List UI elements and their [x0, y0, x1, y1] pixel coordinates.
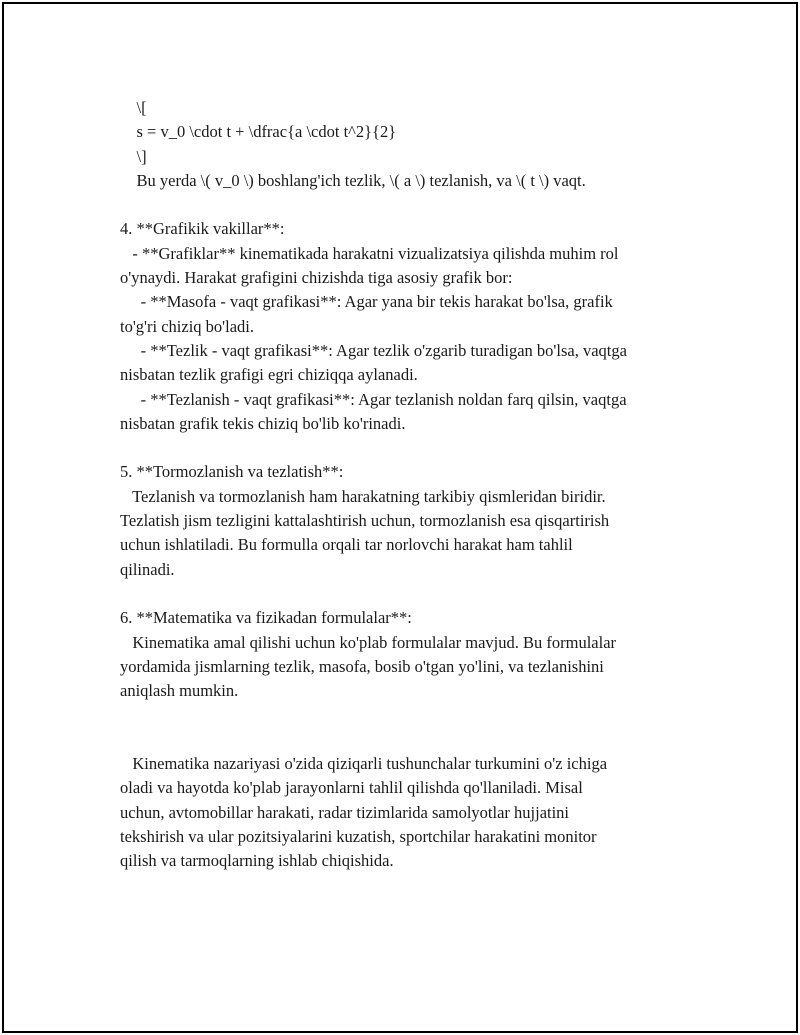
text-line: - **Tezlanish - vaqt grafikasi**: Agar tezlanish noldan farq qilsin, vaqtga [120, 389, 627, 409]
document-page [2, 2, 798, 1033]
section-heading: 5. **Tormozlanish va tezlatish**: [120, 462, 344, 482]
section-heading: 4. **Grafikik vakillar**: [120, 219, 285, 239]
text-line: - **Masofa - vaqt grafikasi**: Agar yana bir tekis harakat bo'lsa, grafik [120, 292, 613, 312]
text-line: Tezlatish jism tezligini kattalashtirish uchun, tormozlanish esa qisqartirish [120, 511, 610, 531]
blank-line [120, 436, 700, 460]
blank-line [120, 193, 700, 217]
text-line: aniqlash mumkin. [120, 681, 239, 701]
blank-line [120, 582, 700, 606]
text-line: o'ynaydi. Harakat grafigini chizishda tiga asosiy grafik bor: [120, 268, 513, 288]
text-line: nisbatan grafik tekis chiziq bo'lib ko'rinadi. [120, 413, 406, 433]
blank-line [120, 728, 700, 752]
text-line: qilish va tarmoqlarning ishlab chiqishida. [120, 851, 394, 871]
document-body [120, 96, 700, 874]
text-line: - **Tezlik - vaqt grafikasi**: Agar tezlik o'zgarib turadigan bo'lsa, vaqtga [120, 340, 627, 360]
text-line: \] [120, 146, 147, 166]
text-line: Bu yerda \( v_0 \) boshlang'ich tezlik, \( a \) tezlanish, va \( t \) vaqt. [120, 170, 586, 190]
text-line: uchun ishlatiladi. Bu formulla orqali tar norlovchi harakat ham tahlil [120, 535, 573, 555]
text-line: to'g'ri chiziq bo'ladi. [120, 316, 255, 336]
text-line: Kinematika amal qilishi uchun ko'plab formulalar mavjud. Bu formulalar [120, 632, 617, 652]
text-line: yordamida jismlarning tezlik, masofa, bosib o'tgan yo'lini, va tezlanishini [120, 656, 604, 676]
text-line: qilinadi. [120, 559, 175, 579]
text-line: oladi va hayotda ko'plab jarayonlarni tahlil qilishda qo'llaniladi. Misal [120, 778, 583, 798]
text-line: Kinematika nazariyasi o'zida qiziqarli tushunchalar turkumini o'z ichiga [120, 754, 608, 774]
text-line: - **Grafiklar** kinematikada harakatni vizualizatsiya qilishda muhim rol [120, 243, 619, 263]
text-line: uchun, avtomobillar harakati, radar tizimlarida samolyotlar hujjatini [120, 802, 570, 822]
text-line: Tezlanish va tormozlanish ham harakatning tarkibiy qismleridan biridir. [120, 486, 606, 506]
section-heading: 6. **Matematika va fizikadan formulalar**: [120, 608, 412, 628]
text-line: tekshirish va ular pozitsiyalarini kuzatish, sportchilar harakatini monitor [120, 826, 597, 846]
blank-line [120, 703, 700, 727]
text-line: \[ [120, 98, 147, 117]
text-line: nisbatan tezlik grafigi egri chiziqqa aylanadi. [120, 365, 418, 385]
text-line: s = v_0 \cdot t + \dfrac{a \cdot t^2}{2} [120, 122, 397, 142]
